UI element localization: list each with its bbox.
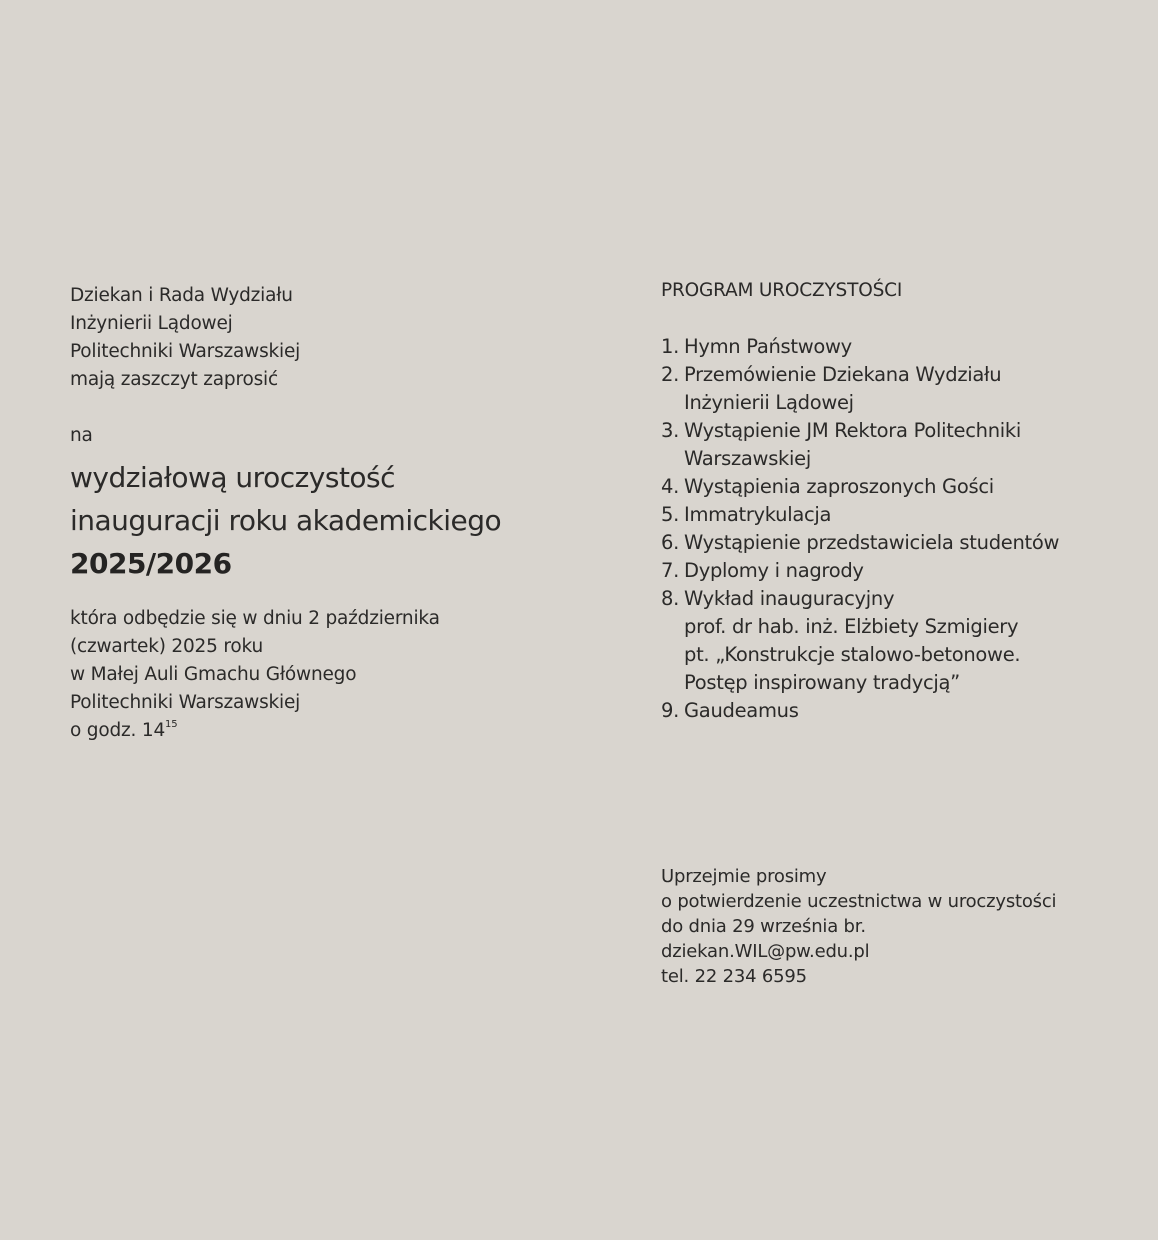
event-time [70,717,610,745]
program-item [661,585,1141,697]
program-item [661,361,1141,417]
program-item-number: 7. [661,559,680,582]
program-item-text: Hymn Państwowy [684,335,852,358]
event-time-minutes: 15 [165,719,178,730]
preposition-block [70,422,610,450]
program-item-number: 6. [661,531,680,554]
program-item-number: 5. [661,503,680,526]
event-details [70,605,610,745]
program-item-text: Wystąpienie przedstawiciela studentów [684,531,1060,554]
program-item [661,417,1141,473]
program-item-text: Inżynierii Lądowej [684,391,854,414]
details-line: która odbędzie się w dniu 2 października [70,608,440,629]
program-column [661,277,1141,725]
event-title [70,456,610,585]
event-title-line: inauguracji roku akademickiego [70,504,502,537]
hosts-block [70,282,610,394]
hosts-line: mają zaszczyt zaprosić [70,369,278,390]
rsvp-line: o potwierdzenie uczestnictwa w uroczystości [661,891,1057,912]
program-list [661,333,1141,725]
program-item-text: Wystąpienia zaproszonych Gości [684,475,994,498]
rsvp-phone: tel. 22 234 6595 [661,966,807,987]
hosts-line: Dziekan i Rada Wydziału [70,285,293,306]
program-item [661,529,1141,557]
hosts-line: Politechniki Warszawskiej [70,341,301,362]
rsvp-email: dziekan.WIL@pw.edu.pl [661,941,870,962]
program-item-number: 4. [661,475,680,498]
details-line: w Małej Auli Gmachu Głównego [70,664,357,685]
program-item-text: Dyplomy i nagrody [684,559,864,582]
invitation-column [70,282,610,745]
program-item-text: pt. „Konstrukcje stalowo-betonowe. [684,643,1021,666]
event-title-line: wydziałową uroczystość [70,461,396,494]
program-item-text: Wystąpienie JM Rektora Politechniki [684,419,1022,442]
program-item-number: 1. [661,335,680,358]
program-item-number: 3. [661,419,680,442]
preposition-na: na [70,425,93,446]
hosts-line: Inżynierii Lądowej [70,313,233,334]
program-item [661,473,1141,501]
academic-year: 2025/2026 [70,547,232,580]
program-item [661,501,1141,529]
program-heading: PROGRAM UROCZYSTOŚCI [661,280,903,301]
program-item-text: Gaudeamus [684,699,799,722]
rsvp-line: Uprzejmie prosimy [661,866,827,887]
details-line: Politechniki Warszawskiej [70,692,301,713]
program-item [661,333,1141,361]
event-time-hour: o godz. 14 [70,720,166,741]
details-line: (czwartek) 2025 roku [70,636,263,657]
program-item-number: 2. [661,363,680,386]
program-item-text: Warszawskiej [684,447,811,470]
program-item-text: Wykład inauguracyjny [684,587,895,610]
program-item-number: 8. [661,587,680,610]
program-item-text: Postęp inspirowany tradycją” [684,671,960,694]
program-item [661,557,1141,585]
program-item-text: prof. dr hab. inż. Elżbiety Szmigiery [684,615,1019,638]
program-item-text: Immatrykulacja [684,503,832,526]
program-item-text: Przemówienie Dziekana Wydziału [684,363,1002,386]
program-item [661,697,1141,725]
rsvp-block [661,864,1141,989]
program-item-number: 9. [661,699,680,722]
rsvp-deadline: do dnia 29 września br. [661,916,866,937]
